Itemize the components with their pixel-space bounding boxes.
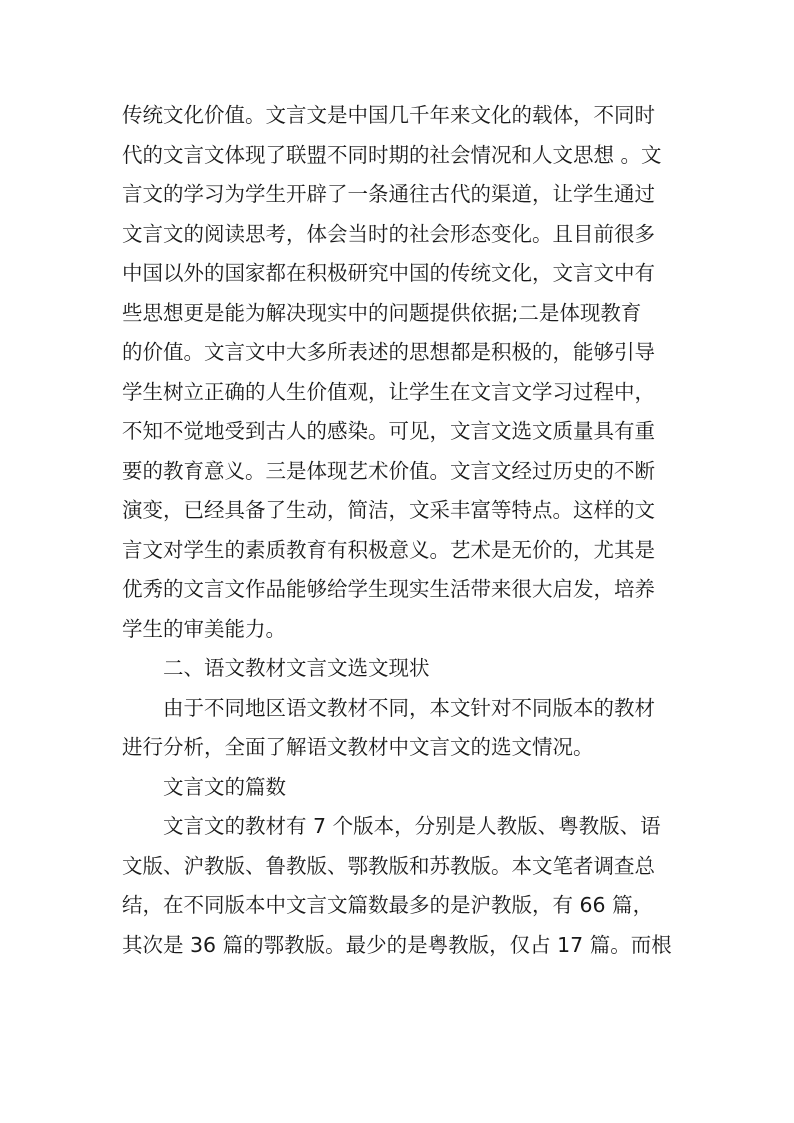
body-text: [122, 96, 682, 965]
text-line: 优秀的文言文作品能够给学生现实生活带来很大启发，培养: [122, 577, 655, 601]
text-line: 中国以外的国家都在积极研究中国的传统文化，文言文中有: [122, 261, 655, 285]
text-line: 不知不觉地受到古人的感染。可见，文言文选文质量具有重: [122, 419, 655, 443]
text-line: 言文的学习为学生开辟了一条通往古代的渠道，让学生通过: [122, 182, 655, 206]
text-line: 演变，已经具备了生动，简洁，文采丰富等特点。这样的文: [122, 498, 655, 522]
text-line: 学生的审美能力。: [122, 616, 286, 641]
text-line: 言文对学生的素质教育有积极意义。艺术是无价的，尤其是: [122, 537, 655, 562]
text-line: 代的文言文体现了联盟不同时期的社会情况和人文思想 。文: [122, 142, 662, 167]
text-line: 文言文的教材有 7 个版本，分别是人教版、粤教版、语: [163, 814, 661, 838]
text-line: 文版、沪教版、鲁教版、鄂教版和苏教版。本文笔者调查总: [122, 853, 655, 878]
section-heading: 二、语文教材文言文选文现状: [163, 656, 430, 680]
text-line: 些思想更是能为解决现实中的问题提供依据;二是体现教育: [122, 300, 642, 325]
text-line: 学生树立正确的人生价值观，让学生在文言文学习过程中，: [122, 379, 655, 404]
text-line: 结，在不同版本中文言文篇数最多的是沪教版，有 66 篇，: [122, 893, 654, 917]
text-line: 的价值。文言文中大多所表述的思想都是积极的，能够引导: [122, 340, 655, 364]
text-line: 要的教育意义。三是体现艺术价值。文言文经过历史的不断: [122, 458, 655, 483]
text-line: 其次是 36 篇的鄂教版。最少的是粤教版，仅占 17 篇。而根: [122, 932, 672, 957]
text-line: 由于不同地区语文教材不同，本文针对不同版本的教材: [163, 695, 655, 720]
text-line: 传统文化价值。文言文是中国几千年来文化的载体，不同时: [122, 103, 655, 127]
text-line: 文言文的阅读思考，体会当时的社会形态变化。且目前很多: [122, 221, 655, 246]
text-line: 进行分析，全面了解语文教材中文言文的选文情况。: [122, 735, 594, 759]
subsection-heading: 文言文的篇数: [163, 774, 286, 799]
